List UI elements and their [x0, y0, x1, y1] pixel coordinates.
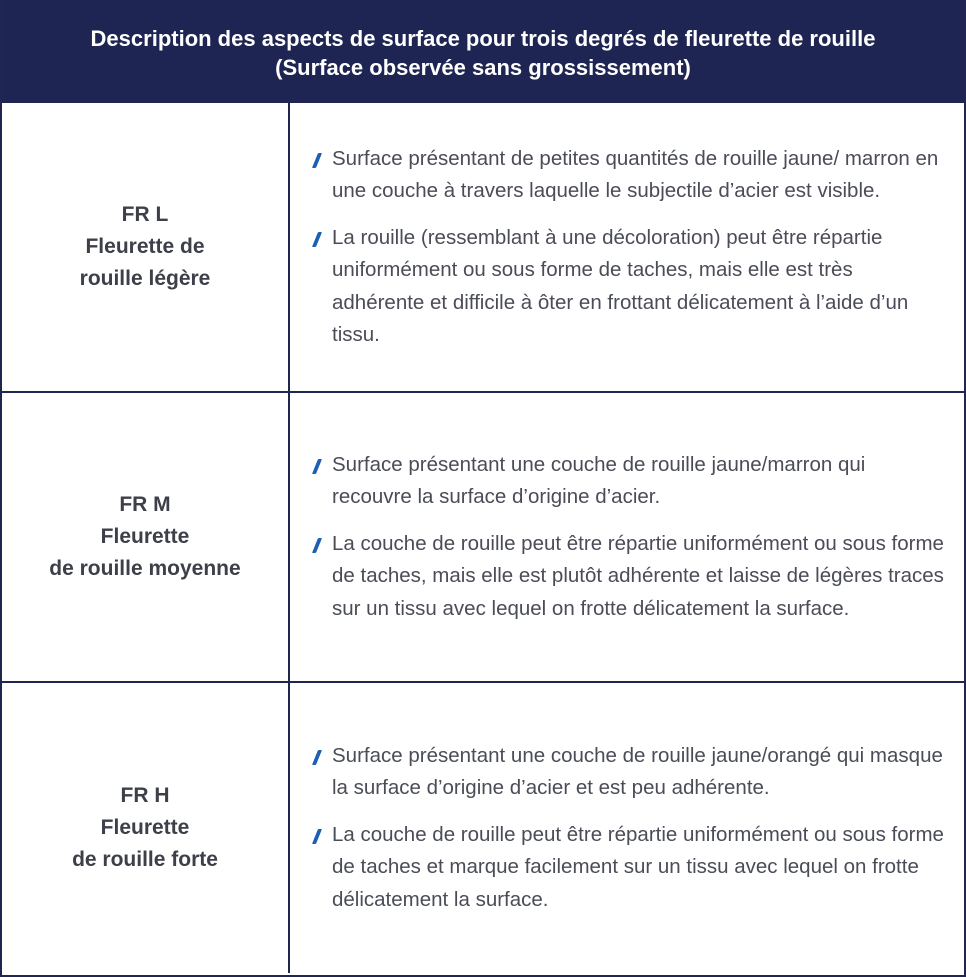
table-title: Description des aspects de surface pour trois degrés de fleurette de rouille	[90, 25, 876, 51]
grade-name-line1: Fleurette de	[85, 235, 205, 258]
grade-name-line1: Fleurette	[100, 816, 190, 839]
bullet-text: La couche de rouille peut être répartie uniformément ou sous forme de taches et marque facilement sur un tissu avec lequel on frotte délicatement la surface.	[332, 822, 944, 911]
slash-bullet-icon	[312, 232, 322, 247]
slash-bullet-icon	[312, 538, 322, 553]
bullet-text: Surface présentant une couche de rouille jaune/orangé qui masque la surface d’origine d’acier et est peu adhérente.	[332, 743, 943, 800]
description-bullet	[312, 819, 950, 917]
grade-description-cell	[290, 393, 964, 681]
grade-code: FR M	[119, 493, 171, 516]
bullet-text: La couche de rouille peut être répartie uniformément ou sous forme de taches, mais elle est plutôt adhérente et laisse de légères traces sur un tissu avec lequel on frotte délicatement la surface.	[332, 531, 944, 620]
table-row-fr-m	[2, 393, 964, 683]
grade-label-cell	[2, 683, 290, 973]
bullet-text: Surface présentant une couche de rouille jaune/marron qui recouvre la surface d’origine d’acier.	[332, 452, 866, 509]
slash-bullet-icon	[312, 750, 322, 765]
table-header	[2, 0, 964, 103]
grade-name-line2: de rouille moyenne	[49, 557, 241, 580]
grade-name-line1: Fleurette	[100, 525, 190, 548]
table-row-fr-l	[2, 103, 964, 393]
grade-code: FR H	[120, 784, 170, 807]
table-row-fr-h	[2, 683, 964, 973]
bullet-text: La rouille (ressemblant à une décoloration) peut être répartie uniformément ou sous forme de taches, mais elle est très adhérente et difficile à ôter en frottant délicatement à l’aide d’un tissu.	[332, 225, 909, 346]
grade-description-cell	[290, 103, 964, 391]
slash-bullet-icon	[312, 153, 322, 168]
bullet-text: Surface présentant de petites quantités de rouille jaune/ marron en une couche à travers laquelle le subjectile d’acier est visible.	[332, 146, 939, 202]
grade-name-line2: rouille légère	[79, 267, 211, 290]
grade-label-cell	[2, 103, 290, 391]
table-subtitle: (Surface observée sans grossissement)	[275, 54, 691, 80]
slash-bullet-icon	[312, 829, 322, 844]
grade-code: FR L	[121, 203, 169, 226]
description-bullet	[312, 143, 950, 208]
description-bullet	[312, 222, 950, 352]
description-bullet	[312, 449, 950, 514]
description-bullet	[312, 740, 950, 805]
grade-name-line2: de rouille forte	[72, 848, 218, 871]
slash-bullet-icon	[312, 459, 322, 474]
grade-description-cell	[290, 683, 964, 973]
grade-label-cell	[2, 393, 290, 681]
description-bullet	[312, 528, 950, 626]
